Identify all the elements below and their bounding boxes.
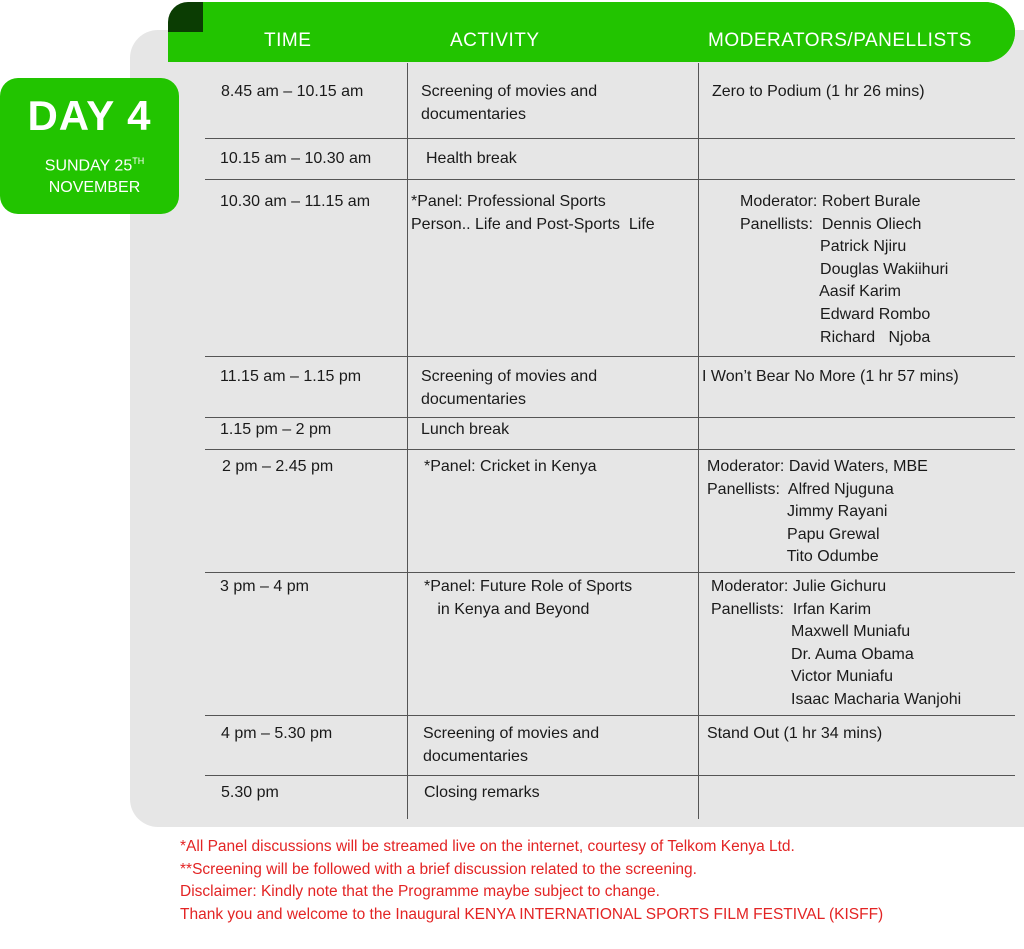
row-activity: Screening of movies and documentaries	[423, 725, 600, 765]
row-divider	[205, 138, 1015, 139]
row-people: Moderator: Robert Burale Panellists: Dennis Oliech Patrick Njiru Douglas Wakiihuri Aasif Karim Edward Rombo Richard Njoba	[740, 193, 949, 346]
row-divider	[205, 417, 1015, 418]
row-people: I Won’t Bear No More (1 hr 57 mins)	[702, 368, 959, 385]
row-time: 4 pm – 5.30 pm	[221, 725, 333, 742]
row-time: 5.30 pm	[221, 784, 279, 801]
schedule-table	[205, 63, 1015, 819]
col-divider	[407, 63, 408, 819]
note-screening: **Screening will be followed with a brief discussion related to the screening.	[180, 860, 697, 878]
header-moderators: MODERATORS/PANELLISTS	[708, 30, 972, 51]
row-divider	[205, 715, 1015, 716]
day-title: DAY 4	[27, 92, 152, 139]
row-activity: Health break	[426, 150, 517, 167]
row-activity: *Panel: Future Role of Sports in Kenya and Beyond	[424, 578, 633, 618]
day-month: NOVEMBER	[48, 179, 141, 197]
header-time: TIME	[264, 30, 312, 51]
row-time: 2 pm – 2.45 pm	[222, 458, 334, 475]
row-people: Moderator: David Waters, MBE Panellists: Alfred Njuguna Jimmy Rayani Papu Grewal Tito Odumbe	[707, 458, 928, 566]
row-divider	[205, 775, 1015, 776]
day-weekday: SUNDAY 25	[44, 157, 133, 175]
col-divider	[698, 63, 699, 819]
row-activity: Lunch break	[421, 421, 510, 438]
row-divider	[205, 449, 1015, 450]
row-activity: Screening of movies and documentaries	[421, 83, 598, 123]
row-time: 10.30 am – 11.15 am	[220, 193, 371, 210]
row-people: Moderator: Julie Gichuru Panellists: Irfan Karim Maxwell Muniafu Dr. Auma Obama Victor Muniafu Isaac Macharia Wanjohi	[711, 578, 962, 708]
note-welcome: Thank you and welcome to the Inaugural KENYA INTERNATIONAL SPORTS FILM FESTIVAL (KISFF)	[180, 905, 884, 923]
day-badge	[0, 78, 179, 214]
row-activity: *Panel: Professional Sports Person.. Life and Post-Sports Life	[411, 193, 655, 233]
row-time: 11.15 am – 1.15 pm	[220, 368, 362, 385]
row-time: 3 pm – 4 pm	[220, 578, 309, 595]
row-people: Stand Out (1 hr 34 mins)	[707, 725, 883, 742]
note-streaming: *All Panel discussions will be streamed live on the internet, courtesy of Telkom Kenya Ltd.	[180, 838, 795, 855]
row-time: 10.15 am – 10.30 am	[220, 150, 372, 167]
header-activity: ACTIVITY	[450, 30, 540, 51]
row-divider	[205, 356, 1015, 357]
row-activity: Closing remarks	[424, 784, 540, 801]
table-header	[203, 2, 1015, 62]
row-time: 1.15 pm – 2 pm	[220, 421, 332, 438]
note-disclaimer: Disclaimer: Kindly note that the Programme maybe subject to change.	[180, 883, 660, 900]
row-divider	[205, 179, 1015, 180]
footnotes	[180, 836, 883, 926]
row-activity: Screening of movies and documentaries	[421, 368, 598, 408]
row-time: 8.45 am – 10.15 am	[221, 83, 364, 100]
day-date	[0, 150, 189, 199]
row-activity: *Panel: Cricket in Kenya	[424, 458, 597, 475]
day-suffix: TH	[132, 156, 145, 166]
row-people: Zero to Podium (1 hr 26 mins)	[712, 83, 925, 100]
row-divider	[205, 572, 1015, 573]
